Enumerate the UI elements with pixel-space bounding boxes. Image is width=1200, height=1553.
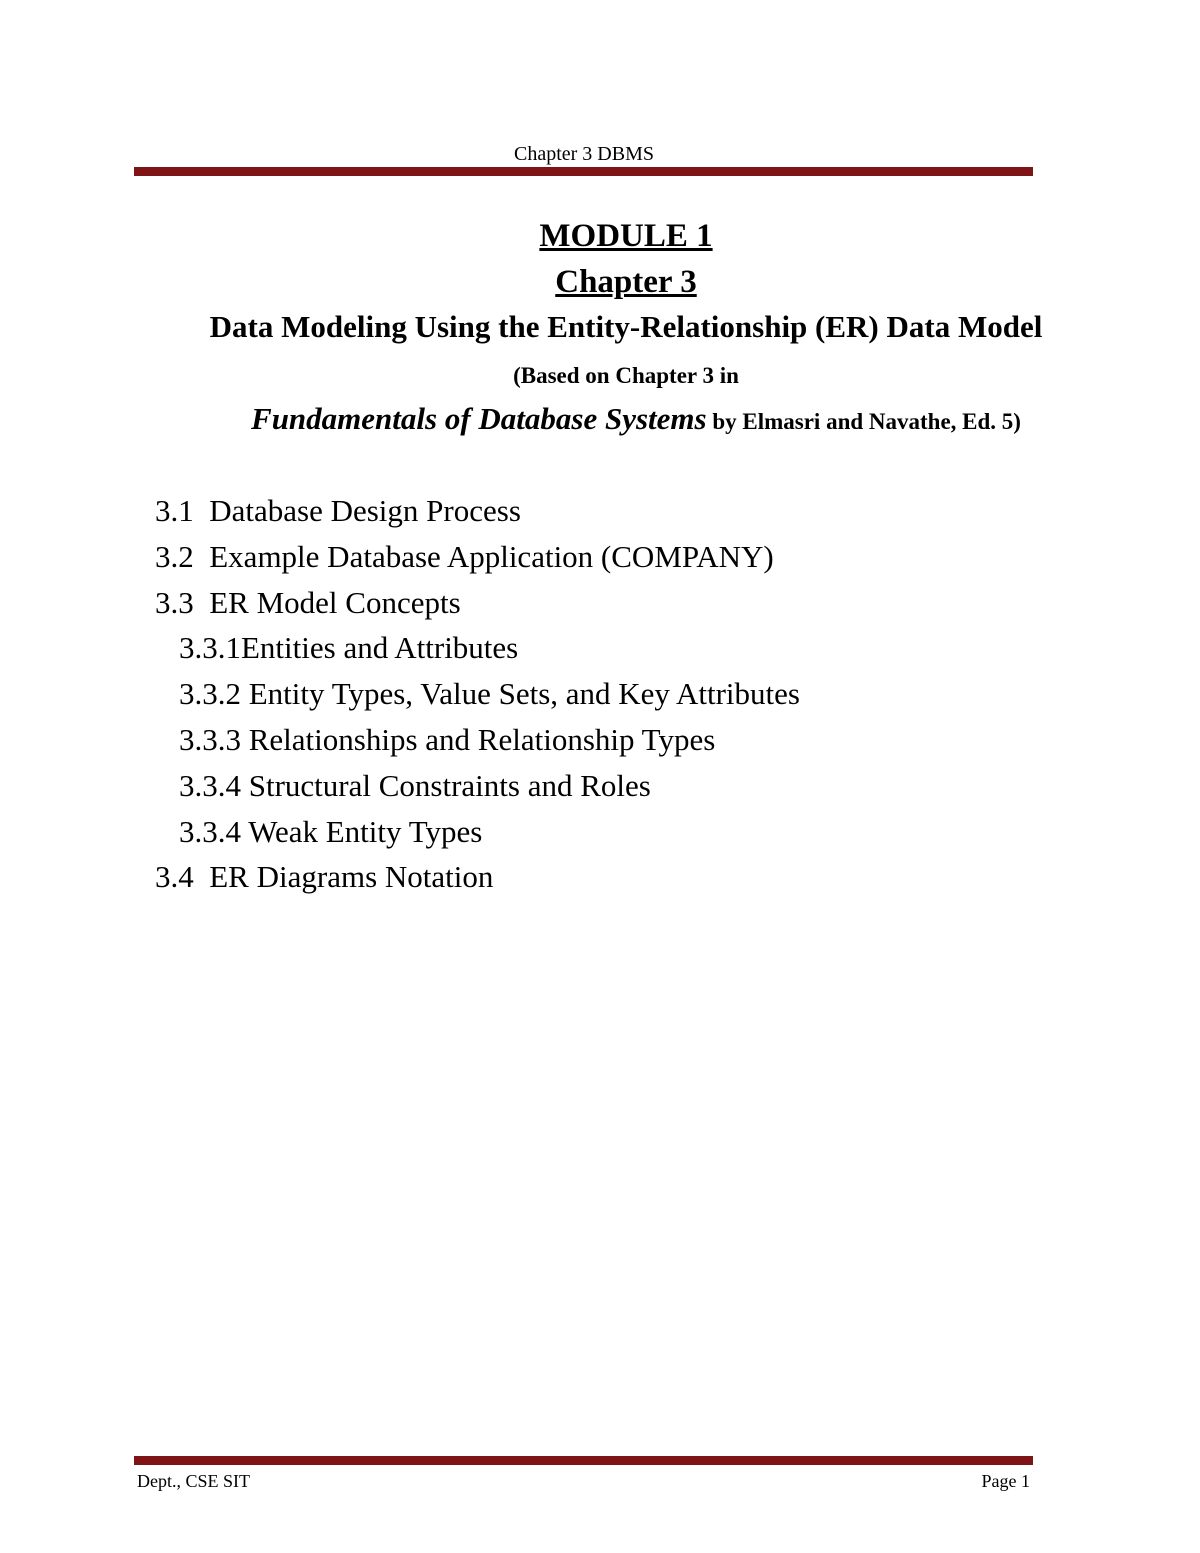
module-title: MODULE 1: [539, 218, 713, 254]
based-on-line: (Based on Chapter 3 in: [513, 363, 739, 388]
page-number: Page 1: [981, 1471, 1030, 1491]
toc-subitem: 3.3.2 Entity Types, Value Sets, and Key Attributes: [179, 676, 800, 712]
toc-item: 3.1 Database Design Process: [155, 493, 521, 528]
toc-subitem: 3.3.3 Relationships and Relationship Types: [179, 721, 716, 757]
book-authors: by Elmasri and Navathe, Ed. 5): [706, 409, 1021, 434]
table-of-contents: [155, 488, 800, 900]
toc-subitem: 3.3.4 Weak Entity Types: [179, 813, 483, 849]
book-title: Fundamentals of Database Systems: [251, 401, 707, 436]
page-header: Chapter 3 DBMS: [514, 143, 654, 165]
toc-item: 3.3 ER Model Concepts: [155, 584, 461, 620]
footer-department: Dept., CSE SIT: [137, 1471, 251, 1491]
toc-subitem: 3.3.4 Structural Constraints and Roles: [179, 767, 651, 803]
toc-item: 3.4 ER Diagrams Notation: [155, 859, 494, 895]
footer-rule: [134, 1456, 1033, 1465]
toc-subitem: 3.3.1Entities and Attributes: [179, 630, 519, 666]
book-reference: [110, 399, 1162, 442]
chapter-title: Chapter 3: [555, 264, 697, 300]
toc-item: 3.2 Example Database Application (COMPANY): [155, 538, 774, 574]
header-rule: [134, 167, 1033, 176]
main-title: Data Modeling Using the Entity-Relationship (ER) Data Model: [209, 309, 1043, 344]
